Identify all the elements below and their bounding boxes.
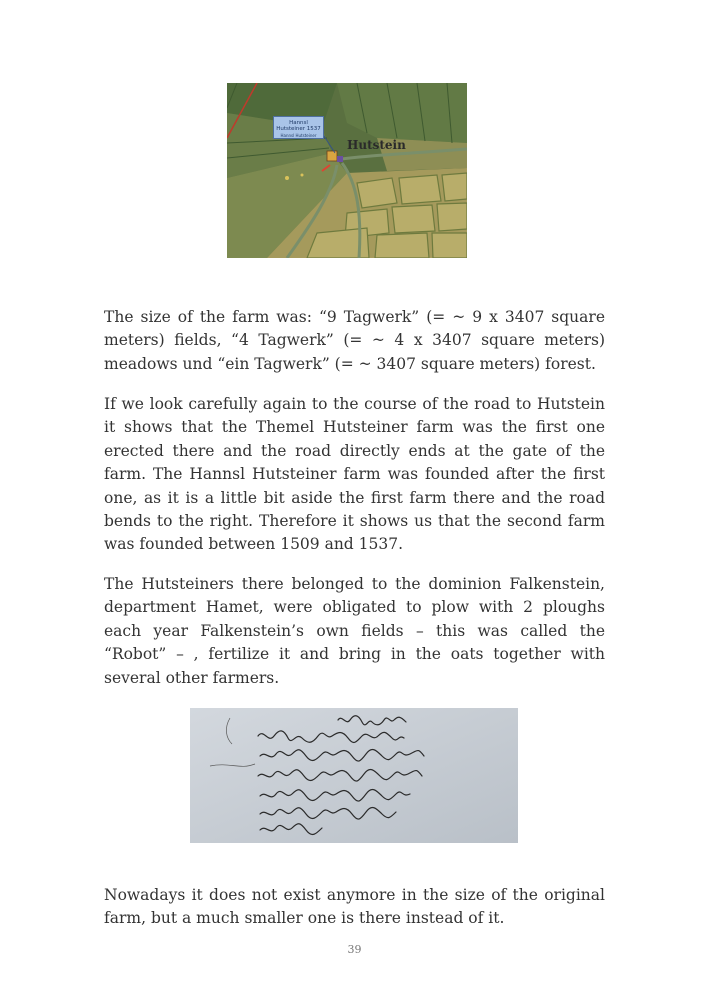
page-number: 39 <box>347 943 362 956</box>
paragraph-road-course: If we look carefully again to the course of the road to Hutstein it shows that the Themel Hutsteiner farm was the first one erected there and the road directly ends at the gate of the farm. The Hannsl Hutsteiner farm was founded after the first one, as it is a little bit aside the first farm there and the road bends to the right. Therefore it shows us that the second farm was founded between 1509 and 1537. <box>104 395 605 554</box>
paragraph-nowadays: Nowadays it does not exist anymore in the size of the original farm, but a much smaller one is there instead of it. <box>104 886 605 928</box>
paragraph-farm-size: The size of the farm was: “9 Tagwerk” (= ~ 9 x 3407 square meters) fields, “4 Tagwerk” (= ~ 4 x 3407 square meters) meadows und “ein Tagwerk” (= ~ 3407 square meters) forest. <box>104 308 605 373</box>
manuscript-drawing <box>190 708 518 843</box>
map-legend-subtitle: Hannsl Hutsteiner <box>280 133 317 138</box>
historical-map-image <box>227 83 467 258</box>
map-place-label: Hutstein <box>347 138 406 152</box>
paragraph-dominion: The Hutsteiners there belonged to the dominion Falkenstein, department Hamet, were obligated to plow with 2 ploughs each year Falkenstein’s own fields – this was called the “Robot” – , fertilize it and bring in the oats together with several other farmers. <box>104 575 605 687</box>
handwritten-manuscript-image <box>190 708 518 843</box>
map-legend-box <box>273 116 324 139</box>
map-legend-title: Hannsl Hutsteiner 1537 <box>276 120 321 132</box>
map-drawing <box>227 83 467 258</box>
